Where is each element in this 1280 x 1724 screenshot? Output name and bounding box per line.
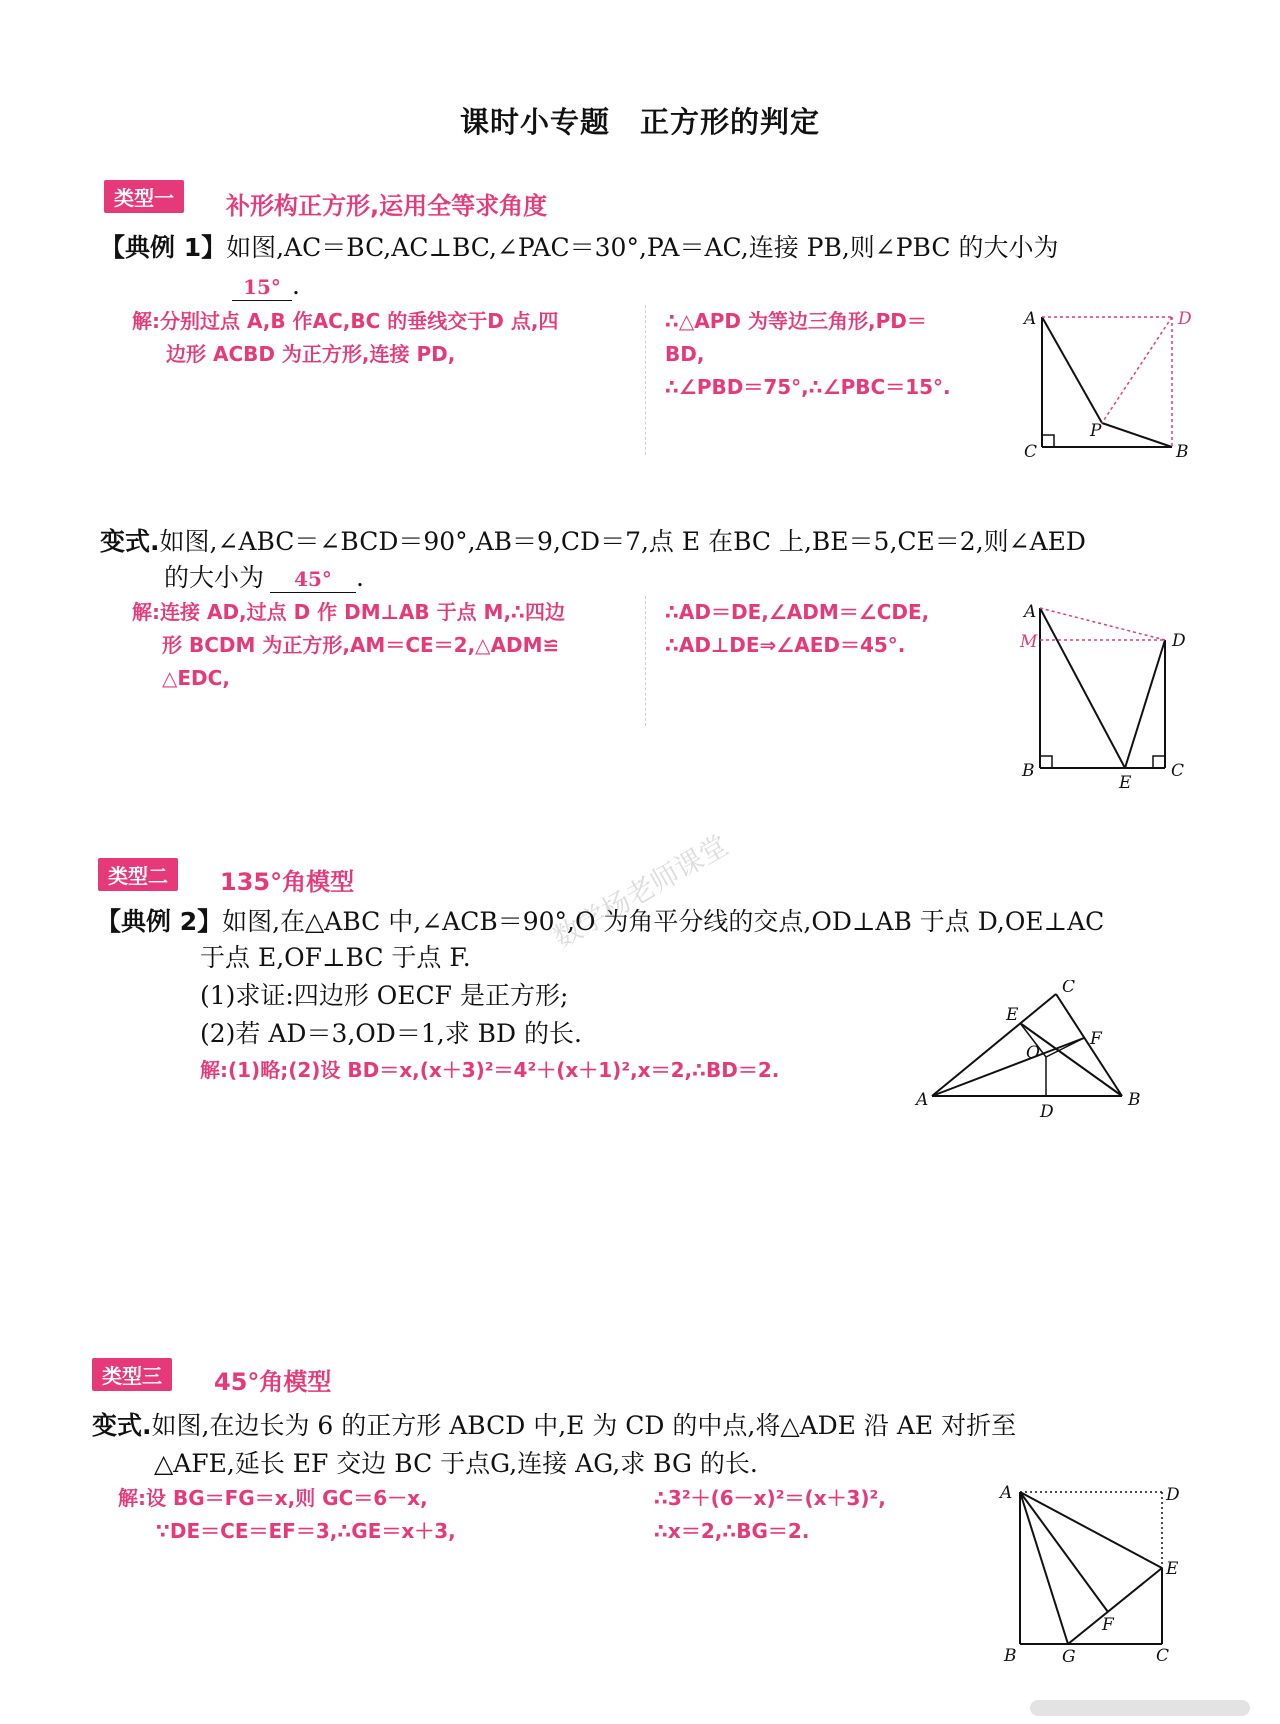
variant-1-answer-line [164, 560, 364, 596]
label-a: A [1024, 309, 1037, 329]
page-title: 课时小专题 正方形的判定 [459, 105, 820, 139]
variant-text: 的大小为 [164, 563, 265, 592]
label-d: D [1040, 1102, 1054, 1120]
solution-line: 形 BCDM 为正方形,AM＝CE＝2,△ADM≌ [162, 633, 560, 657]
example-2-part2: (2)若 AD＝3,OD＝1,求 BD 的长. [200, 1019, 582, 1048]
label-e: E [1166, 1559, 1179, 1579]
label-m: M [1020, 632, 1038, 652]
section-badge: 类型一 [104, 180, 184, 213]
figure-example-1 [1020, 305, 1220, 465]
section-title: 补形构正方形,运用全等求角度 [226, 192, 548, 220]
variant-3-question [92, 1408, 1016, 1444]
label-a: A [1000, 1483, 1013, 1503]
solution-line: 解:(1)略;(2)设 BD＝x,(x＋3)²＝4²＋(x＋1)²,x＝2,∴BD＝2. [200, 1058, 780, 1082]
label-a: A [916, 1090, 929, 1110]
label-b: B [1022, 761, 1035, 781]
section-badge: 类型二 [98, 858, 178, 891]
label-c: C [1024, 442, 1038, 462]
variant-text: 如图,在边长为 6 的正方形 ABCD 中,E 为 CD 的中点,将△ADE 沿 AE 对折至 [151, 1411, 1017, 1440]
solution-line: 解:分别过点 A,B 作AC,BC 的垂线交于D 点,四 [132, 309, 559, 333]
solution-divider [645, 596, 646, 726]
label-b: B [1176, 442, 1189, 462]
section-badge: 类型三 [92, 1358, 172, 1391]
example-text: 如图,在△ABC 中,∠ACB＝90°,O 为角平分线的交点,OD⊥AB 于点 D,OE⊥AC [222, 907, 1105, 936]
variant-3-solution-right [654, 1482, 886, 1548]
variant-3-solution-left [118, 1482, 456, 1548]
label-p: P [1090, 421, 1102, 441]
label-c: C [1062, 980, 1076, 997]
solution-line: 解:连接 AD,过点 D 作 DM⊥AB 于点 M,∴四边 [132, 600, 565, 624]
variant-1-solution-right [665, 596, 929, 662]
section-title: 45°角模型 [214, 1368, 332, 1396]
label-o: O [1026, 1043, 1040, 1063]
solution-line: BD, [665, 342, 705, 366]
example-1-solution-right [665, 305, 951, 404]
answer-blank: 45° [270, 566, 356, 593]
solution-line: 解:设 BG＝FG＝x,则 GC＝6－x, [118, 1486, 428, 1510]
label-e: E [1006, 1005, 1019, 1025]
variant-1-solution-left [132, 596, 565, 695]
figure-variant-3 [990, 1478, 1200, 1668]
answer-end: . [356, 563, 364, 592]
example-2-line2: 于点 E,OF⊥BC 于点 F. [200, 943, 471, 972]
solution-divider [645, 305, 646, 455]
solution-line: △EDC, [162, 666, 230, 690]
example-2-part1: (1)求证:四边形 OECF 是正方形; [200, 981, 569, 1010]
variant-label: 变式. [92, 1411, 152, 1440]
example-label: 【典例 1】 [100, 233, 227, 262]
example-1-solution-left [132, 305, 558, 371]
bottom-bar [1030, 1700, 1250, 1716]
label-a: A [1024, 602, 1037, 622]
solution-line: ∴∠PBD＝75°,∴∠PBC＝15°. [665, 375, 951, 399]
label-b: B [1004, 1646, 1017, 1666]
label-c: C [1156, 1646, 1170, 1666]
solution-line: ∴AD⊥DE⇒∠AED＝45°. [665, 633, 906, 657]
variant-1-question [100, 524, 1086, 560]
solution-line: ∵DE＝CE＝EF＝3,∴GE＝x＋3, [156, 1519, 456, 1543]
variant-label: 变式. [100, 527, 160, 556]
label-e: E [1119, 773, 1132, 793]
label-f: F [1102, 1615, 1114, 1635]
label-b: B [1128, 1090, 1141, 1110]
figure-variant-1 [1010, 598, 1210, 798]
example-1-question [100, 230, 1058, 266]
figure-example-2 [910, 980, 1190, 1120]
label-d: D [1178, 309, 1192, 329]
solution-line: ∴AD＝DE,∠ADM＝∠CDE, [665, 600, 930, 624]
example-text: 如图,AC＝BC,AC⊥BC,∠PAC＝30°,PA＝AC,连接 PB,则∠PBC 的大小为 [226, 233, 1059, 262]
solution-line: 边形 ACBD 为正方形,连接 PD, [166, 342, 456, 366]
label-d: D [1166, 1485, 1180, 1505]
variant-3-line2: △AFE,延长 EF 交边 BC 于点G,连接 AG,求 BG 的长. [154, 1449, 758, 1478]
solution-line: ∴x＝2,∴BG＝2. [654, 1519, 810, 1543]
example-1-answer-line [232, 268, 300, 304]
answer-end: . [292, 271, 300, 300]
label-d: D [1172, 631, 1186, 651]
variant-text: 如图,∠ABC＝∠BCD＝90°,AB＝9,CD＝7,点 E 在BC 上,BE＝5,CE＝2,则∠AED [159, 527, 1086, 556]
label-g: G [1062, 1647, 1076, 1667]
answer-blank: 15° [232, 274, 292, 301]
label-c: C [1171, 761, 1185, 781]
example-2-question [96, 904, 1104, 940]
watermark: 数学杨老师课堂 [547, 828, 734, 955]
example-2-solution [200, 1054, 779, 1087]
section-title: 135°角模型 [220, 868, 355, 896]
example-label: 【典例 2】 [96, 907, 223, 936]
solution-line: ∴3²＋(6－x)²＝(x＋3)², [654, 1486, 886, 1510]
solution-line: ∴△APD 为等边三角形,PD＝ [665, 309, 927, 333]
label-f: F [1090, 1029, 1102, 1049]
